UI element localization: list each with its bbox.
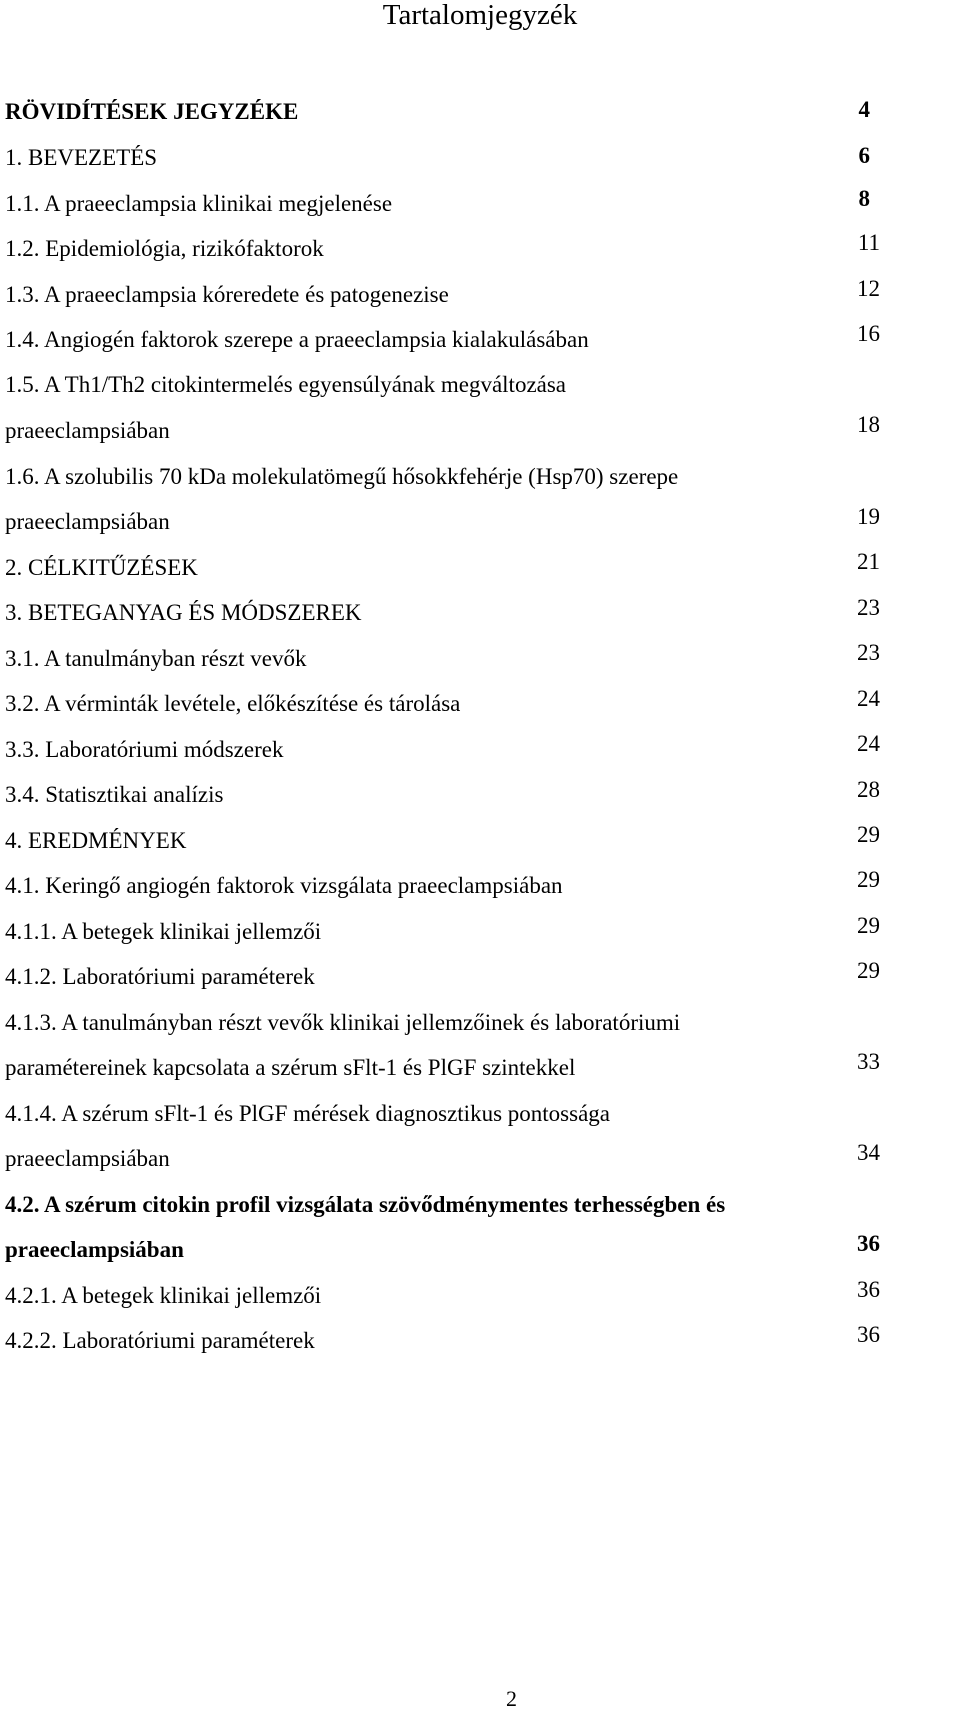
toc-entry-text: praeeclampsiában	[5, 418, 170, 443]
toc-entry-text: 1.2. Epidemiológia, rizikófaktorok	[5, 236, 324, 261]
toc-entry-text: 3.2. A vérminták levétele, előkészítése és tárolása	[5, 691, 461, 716]
toc-entry-page: 4	[858, 97, 870, 122]
toc-entry-text: praeeclampsiában	[5, 509, 170, 534]
toc-entry-page: 24	[857, 686, 880, 711]
page-number	[0, 1686, 960, 1712]
toc-entry-text: 1. BEVEZETÉS	[5, 145, 158, 170]
toc-entry-text: 1.6. A szolubilis 70 kDa molekulatömegű hősokkfehérje (Hsp70) szerepe	[5, 464, 679, 489]
toc-entry-page: 34	[857, 1140, 880, 1165]
toc-entry-text: 4.2. A szérum citokin profil vizsgálata szövődménymentes terhességben és	[5, 1192, 726, 1217]
toc-entry-page: 23	[857, 595, 880, 620]
toc-entry-text: 2. CÉLKITŰZÉSEK	[5, 555, 198, 580]
page-title: Tartalomjegyzék	[382, 0, 578, 31]
toc-entry-page: 11	[857, 230, 880, 255]
toc-entry-page: 36	[857, 1277, 880, 1302]
toc-entry-page: 8	[858, 186, 870, 211]
toc-entry-page: 24	[857, 731, 880, 756]
toc-entry-text: 1.5. A Th1/Th2 citokintermelés egyensúlyának megváltozása	[5, 372, 567, 397]
toc-entry-text: 4.1. Keringő angiogén faktorok vizsgálata praeeclampsiában	[5, 873, 563, 898]
toc-entry-page: 29	[857, 867, 880, 892]
toc-entry-text: 4.1.3. A tanulmányban részt vevők klinikai jellemzőinek és laboratóriumi	[5, 1010, 681, 1035]
toc-entry-text: 3. BETEGANYAG ÉS MÓDSZEREK	[5, 600, 362, 625]
toc-entry-page: 29	[857, 958, 880, 983]
toc-entry-page: 6	[858, 143, 870, 168]
toc-entry-page: 23	[857, 640, 880, 665]
toc-entry-text: RÖVIDÍTÉSEK JEGYZÉKE	[5, 99, 299, 124]
toc-entry-page: 29	[857, 913, 880, 938]
toc-entry-text: 4.1.1. A betegek klinikai jellemzői	[5, 919, 322, 944]
toc-entry-text: 4. EREDMÉNYEK	[5, 828, 187, 853]
toc-entry-text: 1.4. Angiogén faktorok szerepe a praeeclampsia kialakulásában	[5, 327, 589, 352]
toc-entry-page: 36	[857, 1231, 880, 1256]
toc-entry-text: praeeclampsiában	[5, 1146, 170, 1171]
toc-entry-text: 4.1.4. A szérum sFlt-1 és PlGF mérések diagnosztikus pontossága	[5, 1101, 610, 1126]
toc-entry-page: 12	[857, 276, 880, 301]
toc-entry-page: 16	[857, 321, 880, 346]
toc-entry-page: 18	[857, 412, 880, 437]
page-number-value: 2	[506, 1686, 517, 1711]
toc-entry-text: 4.1.2. Laboratóriumi paraméterek	[5, 964, 315, 989]
toc-entry-page: 33	[857, 1049, 880, 1074]
toc-entry-text: 1.3. A praeeclampsia kóreredete és patogenezise	[5, 282, 449, 307]
toc-entry-text: 4.2.2. Laboratóriumi paraméterek	[5, 1328, 315, 1353]
toc-entry-page: 19	[857, 504, 880, 529]
toc-entry-page: 28	[857, 777, 880, 802]
toc-entry-text: 3.4. Statisztikai analízis	[5, 782, 224, 807]
toc-entry-page: 29	[857, 822, 880, 847]
toc-entry-page: 36	[857, 1322, 880, 1347]
toc-entry-text: praeeclampsiában	[5, 1237, 184, 1262]
toc-entry-text: 3.3. Laboratóriumi módszerek	[5, 737, 284, 762]
toc-entry-text: 4.2.1. A betegek klinikai jellemzői	[5, 1283, 322, 1308]
toc-entry-text: 3.1. A tanulmányban részt vevők	[5, 646, 307, 671]
toc-entry-text: 1.1. A praeeclampsia klinikai megjelenése	[5, 191, 393, 216]
toc-entry-page: 21	[857, 549, 880, 574]
toc-entry-text: paramétereinek kapcsolata a szérum sFlt-1 és PlGF szintekkel	[5, 1055, 576, 1080]
